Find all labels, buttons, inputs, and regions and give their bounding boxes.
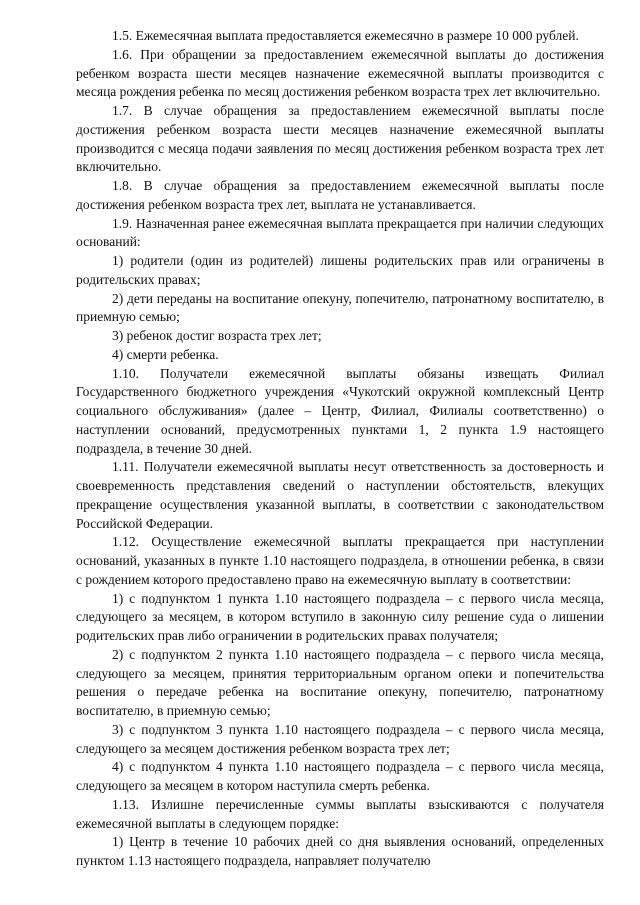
list-item-1-9-1: 1) родители (один из родителей) лишены родительских прав или ограничены в родительских правах; [76, 253, 604, 287]
list-item-1-9-4: 4) смерти ребенка. [112, 346, 219, 362]
list-item-1-12-3: 3) с подпунктом 3 пункта 1.10 настоящего подраздела – с первого числа месяца, следующего за месяцем достижения ребенком возраста трех лет; [76, 721, 604, 756]
paragraph-1-8: 1.8. В случае обращения за предоставлением ежемесячной выплаты после достижения ребенком возраста трех лет, выплата не устанавливается. [76, 178, 604, 212]
paragraph-1-12: 1.12. Осуществление ежемесячной выплаты прекращается при наступлении оснований, указанных в пункте 1.10 настоящего подраздела, в отношении ребенка, в связи с рождением которого предоставлено право на ежемесячную выплату в соответствии: [76, 534, 604, 587]
list-item-1-9-2: 2) дети переданы на воспитание опекуну, попечителю, патронатному воспитателю, в приемную семью; [76, 290, 604, 325]
document-page [76, 27, 604, 871]
list-item-1-12-2: 2) с подпунктом 2 пункта 1.10 настоящего подраздела – с первого числа месяца, следующего за месяцем, принятия территориальным органом опеки и попечительства решения о передаче ребенка на воспитание опекуну, попечителю, патронатному воспитателю, в приемную семью; [76, 646, 604, 718]
list-item-1-13-1: 1) Центр в течение 10 рабочих дней со дня выявления оснований, определенных пунктом 1.13 настоящего подраздела, направляет получателю [76, 834, 604, 868]
list-item-1-9-3: 3) ребенок достиг возраста трех лет; [112, 328, 322, 343]
paragraph-1-6: 1.6. При обращении за предоставлением ежемесячной выплаты до достижения ребенком возраста шести месяцев назначение ежемесячной выплаты производится с месяца рождения ребенка по месяц достижения ребенком возраста трех лет включительно. [76, 46, 604, 100]
paragraph-1-9: 1.9. Назначенная ранее ежемесячная выплата прекращается при наличии следующих оснований: [76, 215, 604, 250]
paragraph-1-5: 1.5. Ежемесячная выплата предоставляется ежемесячно в размере 10 000 рублей. [112, 28, 579, 43]
list-item-1-12-4: 4) с подпунктом 4 пункта 1.10 настоящего подраздела – с первого числа месяца, следующего за месяцем в котором наступила смерть ребенка. [76, 759, 604, 793]
paragraph-1-7: 1.7. В случае обращения за предоставлением ежемесячной выплаты после достижения ребенком возраста шести месяцев назначение ежемесячной выплаты производится с месяца подачи заявления по месяц достижения ребенком возраста трех лет включительно. [76, 103, 604, 175]
paragraph-1-10: 1.10. Получатели ежемесячной выплаты обязаны извещать Филиал Государственного бюджетного учреждения «Чукотский окружной комплексный Центр социального обслуживания» (далее – Центр, Филиал, Филиалы соответственно) о наступлении оснований, предусмотренных пунктами 1, 2 пункта 1.9 настоящего подраздела, в течение 30 дней. [76, 365, 604, 456]
paragraph-1-13: 1.13. Излишне перечисленные суммы выплаты взыскиваются с получателя ежемесячной выплаты в следующем порядке: [76, 796, 604, 831]
list-item-1-12-1: 1) с подпунктом 1 пункта 1.10 настоящего подраздела – с первого числа месяца, следующего за месяцем, в котором вступило в законную силу решение суда о лишении родительских прав либо ограничении в родительских правах получателя; [76, 590, 604, 643]
paragraph-1-11: 1.11. Получатели ежемесячной выплаты несут ответственность за достоверность и своевременность представления сведений о наступлении обстоятельств, влекущих прекращение осуществления указанной выплаты, в соответствии с законодательством Российской Федерации. [76, 459, 604, 531]
